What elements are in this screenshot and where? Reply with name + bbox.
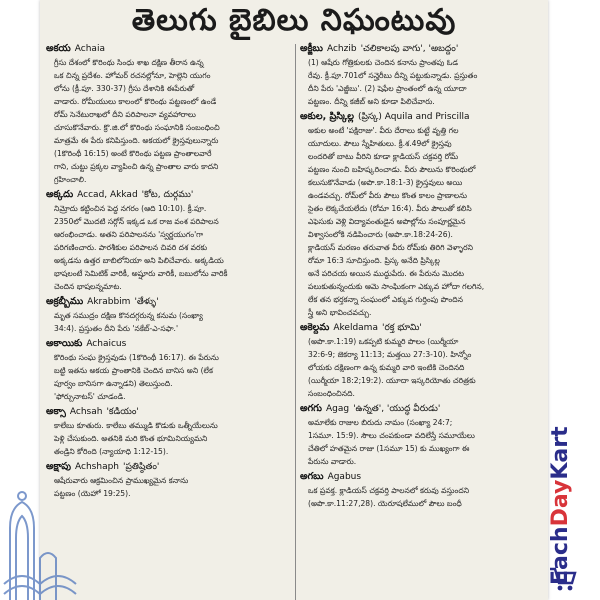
entry-heading	[300, 470, 540, 484]
dictionary-entry	[300, 110, 540, 319]
entry-english: Akeldama	[333, 323, 378, 333]
entry-word: అగగు	[300, 403, 322, 414]
entry-line: స్త్రీ అని భావించవచ్చు.	[308, 308, 372, 317]
dictionary-entry	[300, 470, 540, 510]
entry-body	[46, 56, 282, 186]
entry-word: అక్కదు	[46, 189, 74, 200]
entry-word: అక్షాపు	[46, 461, 72, 472]
entry-heading	[300, 42, 540, 56]
entry-english: Achzib	[326, 44, 357, 54]
entry-line: సంబంధించినది.	[308, 389, 355, 398]
entry-body	[46, 474, 282, 500]
entry-word: అకెల్దమ	[300, 322, 330, 333]
entry-line: అమాలేకు రాజుల బిరుదు నామం (సంఖ్యా 24:7;	[308, 418, 453, 427]
entry-line: కలుసుకొనేవాడు (అపొ.కా.18:1-3) క్రైస్తవులు అయి	[308, 178, 463, 187]
entry-english: Akrabbim	[87, 297, 131, 307]
entry-line: 'ఫోర్చునాటస్' చూడండి.	[54, 392, 126, 401]
entry-body	[300, 124, 540, 319]
page-title: తెలుగు బైబిలు నిఘంటువు	[131, 3, 457, 38]
entry-english: Accad, Akkad	[77, 190, 138, 200]
entry-line: గ్రీసు దేశంలో కొరింథు సింధు శాఖ దక్షిణ తీరాన ఉన్న	[54, 58, 204, 67]
entry-body	[300, 56, 540, 108]
entry-line: పరిగణించారు. పారశీకుల పరిపాలన చివరి దశ వరకు	[54, 243, 208, 252]
entry-line: పట్టణం (యెహో 19:25).	[54, 489, 131, 498]
entry-line: నిమ్రోదు కట్టించిన పెద్ద నగరం (ఆది 10:10). క్రీ.పూ.	[54, 204, 207, 213]
entry-line: బట్టి ఇతను అకయ ప్రాంతానికి చెందిన బానిస అని (లేక	[54, 366, 213, 375]
entry-line: 1సమూ. 15:9). సౌలు చంపకుండా వదిలేస్తే సమూయేలు	[308, 431, 475, 440]
entry-word: అక్రబ్బీము	[46, 296, 84, 307]
entry-line: ఉండవచ్చు. రోమ్‌లో వీరు పౌలు కొంత కాలం ప్రాణాలను	[308, 191, 468, 200]
entry-heading	[300, 321, 540, 335]
entry-line: కొరింథు సంఘ క్రైస్తవుడు (1కొరింథీ 16:17). ఈ పేరును	[54, 353, 219, 362]
entry-english: Agag	[325, 404, 350, 414]
entry-line: పట్టణం నుంచి బహిష్కరించాడు. వీరు పౌలును కొరింథులో	[308, 165, 476, 174]
entry-heading	[46, 405, 282, 419]
entry-line: రోమ్ సెనేటురాఖలో దీని పరిపాలనా వ్యవహారాలు	[54, 110, 196, 119]
entry-word: అగబు	[300, 471, 324, 482]
dictionary-entry	[300, 42, 540, 108]
entry-line: 32:6-9; జెకర్యా 11:13; మత్తయి 27:3-10). హిన్నోం	[308, 350, 472, 359]
entry-line: (యిర్మీయా 18:2;19:2). యూదా ఇస్కరియోతు చరిత్రకు	[308, 376, 476, 385]
entry-line: లోయకు దక్షిణంగా ఉన్న కుమ్మరి వారి ఇంటికి చెందినది	[308, 363, 465, 372]
entry-line: ఒక ప్రవక్త. క్లాడియస్ చక్రవర్తి పాలనలో కరువు వస్తుందని	[308, 486, 470, 495]
entry-word: అకాయికు	[46, 338, 83, 349]
entry-english: Achsah	[69, 407, 103, 417]
entry-line: పలుకుతున్నందుకు ఆమె సాంఘికంగా ఎక్కువ హోదా గలగిన,	[308, 282, 485, 291]
entry-heading	[300, 110, 540, 124]
entry-line: లందరితో బాటు వీరిని కూడా క్లాడియస్ చక్రవర్తి రోమ్	[308, 152, 459, 161]
entry-english: Achaicus	[86, 339, 127, 349]
entry-line: (అపొ.కా.11:27,28). యెరూషలేములో పౌలు బంధీ	[308, 499, 462, 508]
entry-line: మృత సముద్రం దక్షిణ కొనదగ్గరున్న కనుమ (సంఖ్యా	[54, 311, 203, 320]
entry-line: అనే పరిచయ అయిన ముద్దుపేరు. ఈ పేరును మొదట	[308, 269, 465, 278]
entry-line: దీని పేరు 'ఎజ్జీబు'. (2) షెఫేల ప్రాంతంలో ఉన్న యూదా	[308, 84, 467, 93]
entry-word: అకుల, ప్రిస్కిల్ల	[300, 111, 354, 122]
entry-line: చేతిలో హతమైన రాజు (1సమూ 15) కు ముఖ్యంగా ఈ	[308, 444, 470, 453]
entry-line: రేవు. క్రీ.పూ.701లో సన్హెరీబు దీన్ని పట్టుకున్నాడు. ప్రస్తుతం	[308, 71, 478, 80]
dictionary-entry	[46, 337, 282, 403]
watermark-part-day: Day	[548, 479, 573, 527]
entry-meaning: 'ఉన్నత', 'యుద్ధ వీరుడు'	[353, 404, 441, 414]
dictionary-entry	[46, 42, 282, 186]
watermark-part-kart: Kart	[548, 426, 573, 480]
entry-body	[46, 309, 282, 335]
dictionary-entry	[46, 460, 282, 500]
entry-line: పెళ్లి చేసుకుంది. అతనికి మరి కొంత భూమినియ్యమని	[54, 434, 208, 443]
shopping-cart-icon	[548, 563, 578, 593]
right-column	[300, 42, 540, 512]
entry-heading	[46, 188, 282, 202]
left-column	[46, 42, 282, 502]
entry-body	[46, 419, 282, 458]
entry-line: లేక తన భర్తకన్నా సంఘంలో ఎక్కువ గుర్తింపు పొందిన	[308, 295, 463, 304]
entry-line: చూసుకొనేవారు. క్రొ.జి.లో కొరింథు సంఘానికి సంబంధించి	[54, 123, 220, 132]
entry-meaning: 'రక్త భూమి'	[381, 323, 422, 333]
watermark-part-each: Each	[548, 526, 573, 585]
entry-line: అకుల అంటే 'పక్షిరాజు'. వీరు దేరాలు కుట్టే వృత్తి గల	[308, 126, 459, 135]
entry-line: అక్కడను ఉత్తర బాబిలోనియా అని పిలిచేవారు. అక్కడియ	[54, 256, 224, 265]
entry-english: (ప్రిస్క) Aquila and Priscilla	[357, 112, 470, 122]
entry-line: పట్టణం. దీన్ని కజీబ్ అని కూడా పిలిచేవారు.	[308, 97, 435, 106]
entry-line: చెందిన భాషలన్నమాట.	[54, 282, 122, 291]
entry-line: లోను (క్రీ.పూ. 330-37) గ్రీసు దేశానికి ఈపేరుతో	[54, 84, 195, 93]
entry-line: క్లాడియస్ మరణం తరువాత వీరు రోమ్‌కు తిరిగి వెళ్ళారని	[308, 243, 473, 252]
entry-line: గాని, చుట్టు ప్రక్కల వ్యాపించి ఉన్న ప్రాంతాల వారు కాదని	[54, 162, 219, 171]
entry-line: ఎఫెసుకు వెళ్లి విద్యావంతుడైన అపొల్లోను సంపూర్ణమైన	[308, 217, 466, 226]
entry-word: అకయ	[46, 43, 71, 54]
entry-heading	[46, 337, 282, 351]
entry-heading	[46, 42, 282, 56]
entry-heading	[46, 460, 282, 474]
entry-word: అక్జీబు	[300, 43, 323, 54]
entry-english: Achshaph	[75, 462, 120, 472]
entry-line: మాత్రమే ఈ పేరు కనిపిస్తుంది. అకయలో క్రైస్తవులున్నారు	[54, 136, 219, 145]
entry-line: ఆరంభించాడు. అతని పరిపాలనను 'స్వర్ణయుగం'గా	[54, 230, 204, 239]
entry-meaning: 'తేళ్ళు'	[134, 297, 159, 307]
entry-meaning: 'కోట, దుర్గము'	[141, 190, 194, 200]
entry-body	[300, 416, 540, 468]
entry-line: విశ్వాసంలోకి నడిపించారు (అపొ.కా.18:24-26).	[308, 230, 453, 239]
entry-line: సైతం లెక్కచేయలేదు (రోమా 16:4). వీరు పౌలుతో కలిసి	[308, 204, 472, 213]
entry-line: 34:4). ప్రస్తుతం దీని పేరు 'నకేబ్-ఎ-సఫా.'	[54, 324, 179, 333]
entry-meaning: 'కడియం'	[106, 407, 139, 417]
entry-line: 2350లో మొదటి సర్గోన్ ఇక్కడ ఒక రాజ వంశ పరిపాలన	[54, 217, 219, 226]
entry-meaning: 'ప్రతిష్ఠితం'	[123, 462, 160, 472]
entry-heading	[46, 295, 282, 309]
dictionary-page	[40, 0, 548, 600]
entry-line: (అపొ.కా.1:19) ఒకప్పటి కుమ్మరి పొలం (యిర్మీయా	[308, 337, 459, 346]
entry-body	[46, 351, 282, 403]
entry-body	[300, 335, 540, 400]
entry-body	[300, 484, 540, 510]
entry-body	[46, 202, 282, 293]
entry-line: ఒక చిన్న ప్రదేశం. హోమర్ రచనల్లోనూ, హెల్లెని యుగం	[54, 71, 211, 80]
entry-line: పేరును వాడారు.	[308, 457, 357, 466]
entry-line: (1కొరింథీ 16:15) అంటే కొరింథు పట్టణ ప్రాంతాలవారే	[54, 149, 212, 158]
dictionary-entry	[46, 188, 282, 293]
dictionary-entry	[46, 405, 282, 458]
entry-meaning: 'చలికాలపు వాగు', 'అబద్దం'	[360, 44, 459, 54]
entry-line: పూర్వం బానిసగా ఉన్నాడని) తెలుస్తుంది.	[54, 379, 173, 388]
entry-line: ఆషేరువారు ఆక్రమించిన ప్రాముఖ్యమైన కనాను	[54, 476, 189, 485]
entry-line: రోమా 16:3 సూచిస్తుంది. ప్రిస్క అనేది ప్రిస్కిల్ల	[308, 256, 440, 265]
entry-english: Agabus	[327, 472, 362, 482]
entry-line: గ్రహించాలి.	[54, 175, 87, 184]
entry-line: (1) ఆషేరు గోత్రికులకు చెందిన కనాను ప్రాంతపు ఓడ	[308, 58, 458, 67]
decorative-ornament-icon	[0, 488, 80, 600]
entry-line: కాలేబు కూతురు. కాలేబు తమ్ముడి కొడుకు ఒత్నీయేలును	[54, 421, 218, 430]
entry-line: భాషలంటే సెమిటిక్ వారికీ, అష్షూరు వారికీ, బబులోను వారికీ	[54, 269, 228, 278]
dictionary-entry	[300, 321, 540, 400]
entry-english: Achaia	[74, 44, 105, 54]
entry-word: అక్సా	[46, 406, 66, 417]
column-divider	[295, 44, 296, 600]
entry-line: యూదులు. పౌలు స్నేహితులు. క్రీ.శ.49లో క్రైస్తవు	[308, 139, 452, 148]
entry-heading	[300, 402, 540, 416]
dictionary-entry	[300, 402, 540, 468]
entry-line: తండ్రిని కోరింది (న్యాయాధి 1:12-15).	[54, 447, 169, 456]
entry-line: వాడారు. రోమీయులు కాలంలో కొరింథు పట్టణంలో ఉండే	[54, 97, 217, 106]
dictionary-entry	[46, 295, 282, 335]
watermark-text	[548, 426, 573, 585]
